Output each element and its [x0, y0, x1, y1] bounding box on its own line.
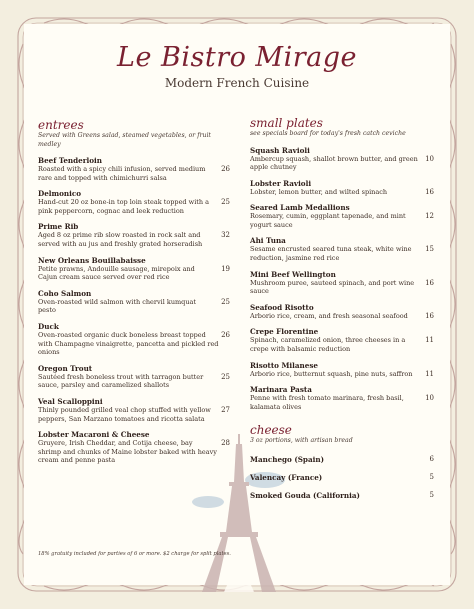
- menu-item-price: 16: [425, 278, 434, 287]
- menu-item-description: Ambercup squash, shallot brown butter, and green apple chutney: [250, 154, 418, 172]
- menu-item-price: 32: [221, 231, 230, 240]
- menu-item-description: Petite prawns, Andouille sausage, mirepoix and Cajun cream sauce served over red rice: [38, 264, 195, 282]
- menu-item-price: 16: [425, 187, 434, 196]
- menu-item-description-block: [38, 165, 230, 182]
- restaurant-title: Le Bistro Mirage: [117, 42, 357, 73]
- menu-item-description-block: [250, 155, 434, 172]
- cheese-heading: cheese: [250, 423, 292, 438]
- menu-item-price: 11: [425, 336, 434, 345]
- menu-item-name: Seared Lamb Medallions: [250, 203, 350, 213]
- menu-item: [38, 322, 230, 357]
- menu-item-price: 16: [425, 311, 434, 320]
- cheese-name: Valencay (France): [250, 472, 323, 482]
- menu-item: [250, 203, 434, 229]
- menu-item-name: Mini Beef Wellington: [250, 269, 336, 279]
- cheese-name: Smoked Gouda (California): [250, 490, 360, 500]
- entrees-note: Served with Greens salad, steamed vegetables, or fruit medley: [38, 132, 211, 148]
- menu-item: [38, 364, 230, 390]
- menu-item-name: Risotto Milanese: [250, 360, 318, 370]
- menu-item-name: Marinara Pasta: [250, 385, 312, 395]
- menu-item-description-block: [250, 336, 434, 353]
- menu-item-description-block: [38, 231, 230, 248]
- menu-item: [250, 146, 434, 172]
- menu-item: [250, 473, 434, 482]
- gratuity-note: 18% gratuity included for parties of 6 or more. $2 charge for split plates.: [38, 551, 231, 557]
- menu-item-price: 25: [221, 297, 230, 306]
- menu-item-price: 26: [221, 330, 230, 339]
- menu-item-price: 28: [221, 439, 230, 448]
- menu-item-description: Lobster, lemon butter, and wilted spinach: [250, 187, 388, 196]
- menu-item-description-block: [38, 198, 230, 215]
- menu-item-price: 12: [425, 212, 434, 221]
- menu-item: [250, 303, 434, 321]
- menu-item: [38, 222, 230, 248]
- menu-item-description: Hand-cut 20 oz bone-in top loin steak topped with a pink peppercorn, cognac and leek reduction: [38, 198, 210, 215]
- entrees-heading: entrees: [38, 118, 84, 132]
- menu-item: [38, 289, 230, 315]
- restaurant-subtitle: Modern French Cuisine: [164, 76, 310, 90]
- menu-item-description: Sautéed fresh boneless trout with tarragon butter sauce, parsley and caramelized shallots: [38, 372, 204, 390]
- menu-item: [250, 270, 434, 296]
- menu-item-price: 26: [221, 165, 230, 173]
- menu-item-name: Lobster Macaroni & Cheese: [38, 430, 150, 440]
- menu-item-name: Coho Salmon: [38, 288, 92, 298]
- menu-item-name: Ahi Tuna: [250, 236, 286, 246]
- cheese-price: 5: [429, 472, 434, 481]
- menu-item-description: Oven-roasted organic duck boneless breast topped with Champagne vinaigrette, pancetta and pickled red onions: [38, 330, 219, 357]
- menu-item-description-block: [250, 312, 434, 321]
- menu-item: [250, 361, 434, 379]
- cheese-price: 6: [429, 454, 434, 463]
- menu-item-price: 25: [221, 372, 230, 381]
- menu-item: [250, 385, 434, 411]
- menu-item-name: New Orleans Bouillabaisse: [38, 255, 146, 265]
- menu-item-price: 10: [425, 154, 434, 163]
- menu-item-description: Aged 8 oz prime rib slow roasted in rock salt and served with au jus and freshly grated horseradish: [38, 231, 203, 248]
- menu-item: [38, 256, 230, 282]
- menu-item-price: 10: [425, 394, 434, 403]
- menu-item-description: Arborio rice, butternut squash, pine nuts, saffron: [250, 369, 413, 378]
- menu-item-description: Spinach, caramelized onion, three cheeses in a crepe with balsamic reduction: [250, 336, 406, 354]
- entrees-section: [38, 118, 230, 465]
- small-plates-section: [250, 116, 434, 500]
- menu-item-name: Crepe Florentine: [250, 327, 319, 337]
- cheese-note: 3 oz portions, with artisan bread: [250, 437, 353, 445]
- menu-item: [250, 491, 434, 500]
- menu-item-description-block: [38, 373, 230, 390]
- menu-item-description-block: [38, 265, 230, 282]
- menu-item-name: Veal Scalloppini: [38, 396, 103, 406]
- small-plates-heading: small plates: [250, 116, 323, 130]
- menu-item-price: 25: [221, 198, 230, 207]
- menu-item-description-block: [38, 406, 230, 423]
- menu-item-description: Sesame encrusted seared tuna steak, white wine reduction, jasmine red rice: [250, 245, 412, 263]
- menu-item: [38, 156, 230, 182]
- menu-item-description-block: [38, 331, 230, 357]
- menu-item-description-block: [250, 370, 434, 379]
- menu-item: [38, 397, 230, 423]
- menu-item-price: 27: [221, 405, 230, 414]
- menu-item-description-block: [250, 394, 434, 411]
- menu-item-name: Prime Rib: [38, 222, 79, 232]
- menu-item-description-block: [250, 245, 434, 262]
- cheese-name: Manchego (Spain): [250, 454, 324, 464]
- menu-item-price: 15: [425, 245, 434, 254]
- menu-item-name: Beef Tenderloin: [38, 156, 103, 165]
- menu-item-name: Lobster Ravioli: [250, 178, 312, 188]
- menu-item-name: Squash Ravioli: [250, 145, 310, 155]
- menu-item: [38, 189, 230, 215]
- menu-item-description: Roasted with a spicy chili infusion, served medium rare and topped with chimichurri salsa: [38, 165, 206, 182]
- small-plates-note: see specials board for today's fresh catch ceviche: [250, 130, 406, 137]
- menu-item: [250, 236, 434, 262]
- menu-item-description: Rosemary, cumin, eggplant tapenade, and mint yogurt sauce: [250, 212, 406, 229]
- menu-item-price: 19: [221, 264, 230, 273]
- menu-item-price: 11: [425, 369, 434, 378]
- menu-item-description: Arborio rice, cream, and fresh seasonal seafood: [250, 311, 408, 320]
- menu-item-description: Oven-roasted wild salmon with chervil kumquat pesto: [38, 297, 197, 315]
- menu-item-description: Thinly pounded grilled veal chop stuffed with yellow peppers, San Marzano tomatoes and ricotta salata: [38, 405, 211, 423]
- menu-item: [250, 179, 434, 197]
- menu-item: [38, 430, 230, 465]
- menu-item-name: Oregon Trout: [38, 363, 93, 373]
- menu-item-description: Gruyere, Irish Cheddar, and Cotija cheese, bay shrimp and chunks of Maine lobster baked with heavy cream and penne pasta: [38, 439, 217, 465]
- menu-item-description-block: [250, 188, 434, 197]
- menu-item-description: Mushroom puree, sauteed spinach, and port wine sauce: [250, 278, 415, 296]
- cheese-price: 5: [429, 490, 434, 499]
- menu-item-description: Penne with fresh tomato marinara, fresh basil, kalamata olives: [250, 394, 404, 411]
- menu-item: [250, 327, 434, 353]
- menu-item-name: Duck: [38, 321, 59, 331]
- menu-item: [250, 455, 434, 464]
- menu-item-description-block: [250, 279, 434, 296]
- menu-item-name: Delmonico: [38, 189, 82, 199]
- menu-item-description-block: [38, 439, 230, 465]
- menu-item-name: Seafood Risotto: [250, 302, 314, 312]
- menu-item-description-block: [38, 298, 230, 315]
- menu-item-description-block: [250, 212, 434, 229]
